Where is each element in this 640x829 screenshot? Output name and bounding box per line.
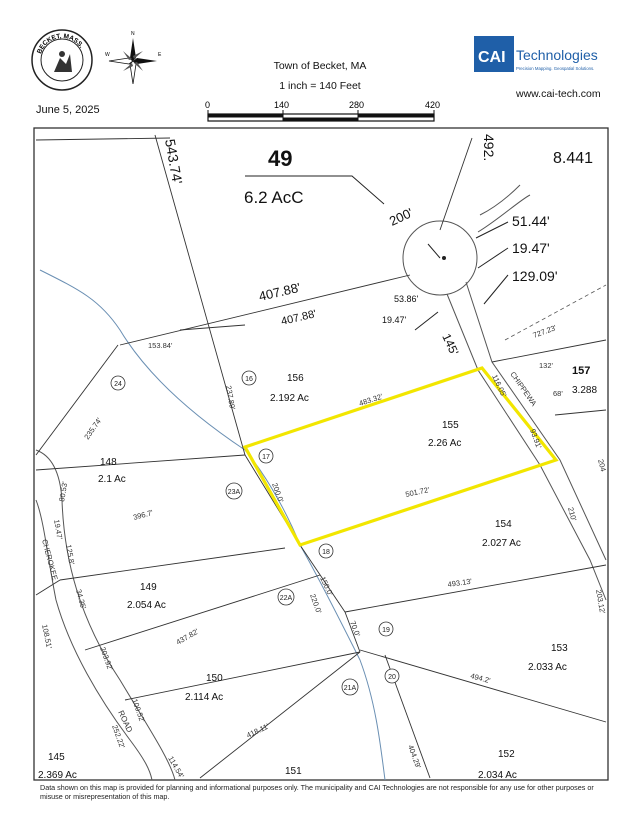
company-tagline: Precision Mapping. Geospatial Solutions. [516,66,595,71]
town-name: Town of Becket, MA [273,60,367,72]
dim-9391: 93.91' [528,427,544,450]
lot-number: 22A [279,595,293,602]
parcel-49-id: 49 [268,146,293,171]
parcel-157-id: 157 [572,365,591,377]
dim-210: 210' [566,506,579,522]
dim-5144: 51.44' [512,213,550,229]
parcel-150-area: 2.114 Ac [185,692,224,703]
dim-43782: 437.82' [174,626,201,647]
logo-mark: CAI [478,49,506,66]
parcel-148-area: 2.1 Ac [98,474,126,485]
parcel-155-id: 155 [442,420,459,431]
dim-1500: 150.0' [318,575,335,598]
lot-number: 19 [382,627,390,634]
seal-text: BECKET, MASS. [36,32,85,55]
scale-text: 1 inch = 140 Feet [279,80,361,92]
dim-5386: 53.86' [394,294,419,304]
parcel-148-id: 148 [100,457,117,468]
svg-text:N: N [131,31,135,37]
parcel-156-area: 2.192 Ac [270,393,309,404]
parcel-145-area: 2.369 Ac [38,770,77,781]
dim-11454: 114.54' [166,754,186,780]
road-cherokee: CHEROKEE [40,538,60,582]
parcel-157-area: 3.288 [572,385,598,396]
scale-tick: 280 [349,100,365,110]
parcel-153-id: 153 [551,643,568,654]
dim-50172: 501.72' [404,485,431,499]
parcel-154-id: 154 [495,519,512,530]
dim-41811: 418.11' [245,721,271,740]
dim-132: 132' [539,361,553,370]
dim-1947c: 19.47' [52,518,65,541]
parcel-152-id: 152 [498,749,515,760]
dim-1947b: 19.47' [382,315,407,325]
lot-number: 23A [227,489,241,496]
parcel-149-id: 149 [140,582,157,593]
dim-72723: 727.23' [531,323,558,340]
dim-4942: 494.2' [469,671,492,686]
parcel-151-id: 151 [285,766,302,777]
svg-text:W: W [105,52,110,58]
dim-3967: 396.7' [132,508,155,522]
dim-10851: 108.51' [40,623,54,650]
parcel-154-area: 2.027 Ac [482,538,521,549]
company-name: Technologies [516,47,598,63]
dim-1947: 19.47' [512,240,550,256]
dim-15384: 153.84' [148,341,173,350]
parcel-153-area: 2.033 Ac [528,662,567,673]
road-road: ROAD [116,709,135,734]
parcel-155-area: 2.26 Ac [428,438,462,449]
parcel-149-area: 2.054 Ac [127,600,166,611]
disclaimer-text: Data shown on this map is provided for planning and informational purposes only. The municipality and CAI Technologies are not responsible for any use for other purposes or misuse or misrepresentation of this map. [40,783,594,801]
parcel-49-area: 6.2 AcC [244,188,304,207]
parcel-152-area: 2.034 Ac [478,770,517,781]
lot-number: 17 [262,454,270,461]
scale-tick: 140 [274,100,290,110]
dim-204: 204 [596,458,609,473]
dim-10052: 100.52' [130,697,147,724]
parcel-8441-area: 8.441 [553,150,594,167]
dim-543: 543.74' [162,137,186,186]
dim-8053: 80.53' [57,480,70,503]
dim-20312: 203.12' [594,588,608,615]
dim-3435: 34.35' [74,588,88,611]
dim-40788a: 407.88' [257,279,302,304]
lot-number: 16 [245,376,253,383]
lot-number: 21A [343,685,357,692]
dim-12909: 129.09' [512,268,558,284]
company-url: www.cai-tech.com [516,88,601,100]
dim-68: 68' [553,389,563,398]
dim-700: 70.0' [348,619,363,638]
dim-2000: 200.0' [270,481,286,504]
dim-11605: 116.05' [490,373,509,399]
scale-tick: 0 [205,100,211,110]
stream-line [40,270,385,780]
svg-text:E: E [158,52,162,58]
dim-40788b: 407.88' [279,308,318,328]
dim-40429: 404.29' [406,743,423,770]
lot-number: 18 [322,549,330,556]
dim-200: 200' [386,204,416,229]
dim-145: 145' [439,331,462,358]
parcel-150-id: 150 [206,673,223,684]
dim-20392: 203.92' [98,645,115,672]
parcel-145-id: 145 [48,752,65,763]
lot-number: 24 [114,381,122,388]
dim-23789: 237.89' [224,384,238,411]
dim-48332: 483.32' [357,391,384,408]
dim-2200: 220.0' [308,592,324,615]
lot-number: 20 [388,674,396,681]
dim-25222: 252.22' [110,723,127,750]
scale-tick: 420 [425,100,441,110]
dim-49313: 493.13' [447,576,473,589]
dim-23574: 235.74' [82,416,104,442]
parcel-156-id: 156 [287,373,304,384]
dim-1258: 125.8' [64,543,77,566]
road-chippewa: CHIPPEWA [508,369,539,408]
dim-492: 492. [481,134,497,162]
map-date: June 5, 2025 [36,104,100,116]
